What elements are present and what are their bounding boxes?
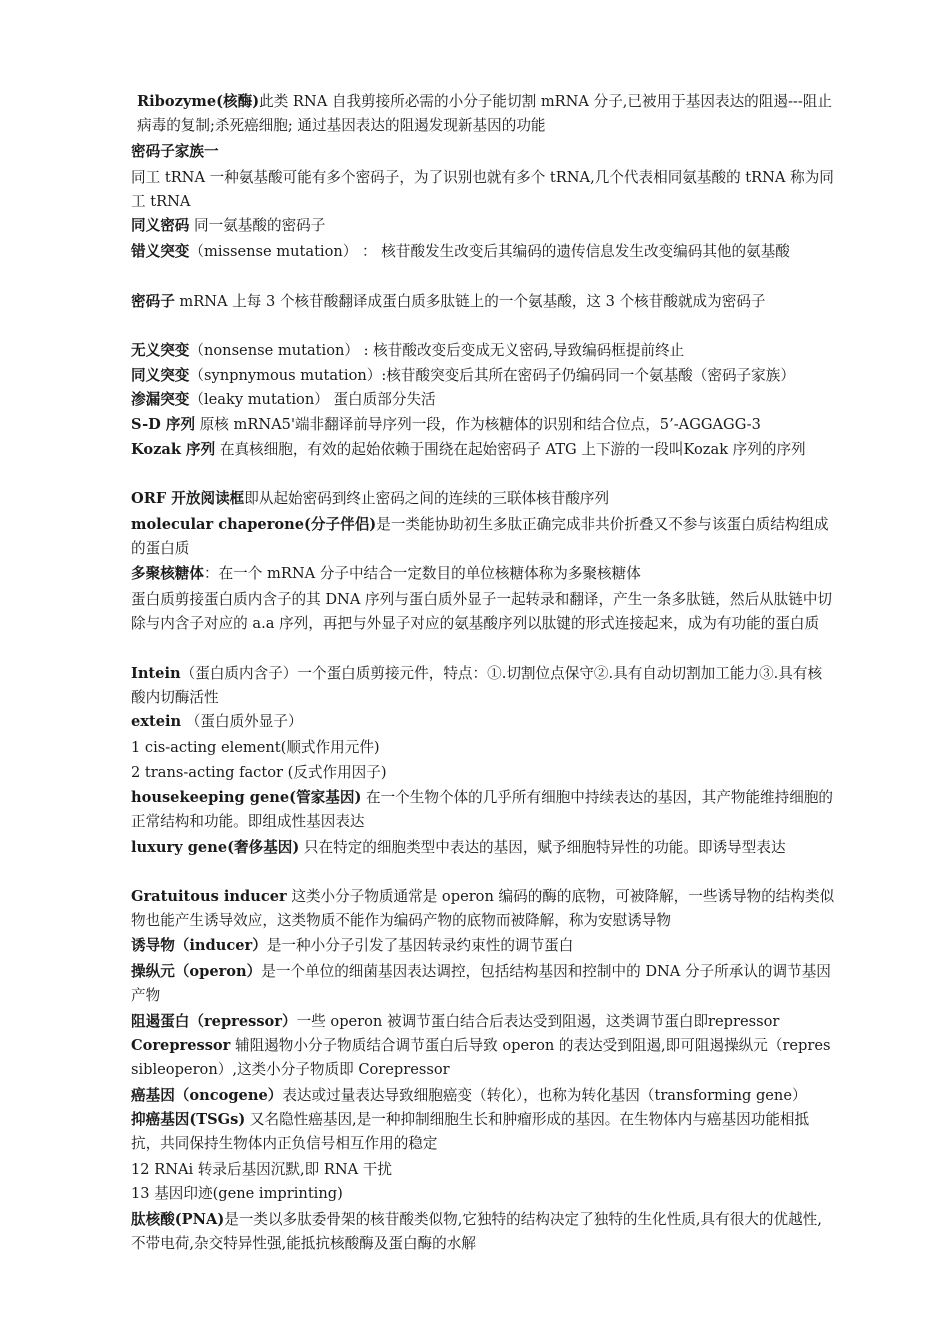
entry-missense-mutation [131,240,836,264]
entry-body: 在真核细胞，有效的起始依赖于围绕在起始密码子 ATG 上下游的一段叫Kozak 序列的序列 [215,441,806,458]
entry-term: 错义突变 [131,243,190,260]
entry-term: ORF 开放阅读框 [131,490,245,507]
entry-term: Gratuitous inducer [131,888,287,905]
entry-gratuitous-inducer [131,885,836,933]
entry-body: 表达或过量表达导致细胞癌变（转化），也称为转化基因（transforming gene） [282,1087,807,1104]
entry-pna [131,1208,836,1256]
entry-housekeeping-gene [131,786,836,834]
entry-term: 密码子家族一 [131,143,219,160]
entry-protein-splicing [131,588,836,636]
entry-body: 即从起始密码到终止密码之间的连续的三联体核苷酸序列 [244,490,610,507]
entry-term: S-D 序列 [131,416,196,433]
entry-isoacceptor-trna [131,166,836,214]
entry-sd-sequence [131,413,836,437]
entry-synonymous-codon [131,214,836,238]
entry-body: 12 RNAi 转录后基因沉默,即 RNA 干扰 [131,1161,392,1178]
entry-term: luxury gene(奢侈基因) [131,839,300,856]
entry-body: mRNA 上每 3 个核苷酸翻译成蛋白质多肽链上的一个氨基酸，这 3 个核苷酸就成为密码子 [174,293,766,310]
entry-term: 操纵元（operon） [131,963,262,980]
entry-term: housekeeping gene(管家基因) [131,789,362,806]
entry-body: 是一种小分子引发了基因转录约束性的调节蛋白 [266,937,574,954]
entry-body: 是一个单位的细菌基因表达调控，包括结构基因和控制中的 DNA 分子所承认的调节基因产物 [131,963,831,1004]
entry-body: 一些 operon 被调节蛋白结合后表达受到阻遏，这类调节蛋白即repressor [296,1013,780,1030]
entry-term: 癌基因（oncogene） [131,1087,283,1104]
entry-corepressor [131,1034,836,1082]
entry-term: 同义突变 [131,367,190,384]
entry-gene-imprinting [131,1182,836,1206]
entry-inducer [131,934,836,958]
entry-rnai [131,1158,836,1182]
entry-term: 同义密码 [131,217,190,234]
entry-term: Ribozyme(核酶) [137,93,260,110]
entry-body: （蛋白质内含子）一个蛋白质剪接元件，特点：①.切割位点保守②.具有自动切割加工能力③.具有核酸内切酶活性 [131,665,823,706]
entry-kozak-sequence [131,438,836,462]
entry-luxury-gene [131,836,836,860]
entry-cis-acting-element [131,736,836,760]
entry-body: 此类 RNA 自我剪接所必需的小分子能切割 mRNA 分子,已被用于基因表达的阻遏---阻止病毒的复制;杀死癌细胞; 通过基因表达的阻遏发现新基因的功能 [137,93,832,134]
entry-body: （missense mutation） ： 核苷酸发生改变后其编码的遗传信息发生改变编码其他的氨基酸 [189,243,790,260]
entry-term: 诱导物（inducer） [131,937,267,954]
entry-trans-acting-factor [131,761,836,785]
entry-body: 只在特定的细胞类型中表达的基因，赋予细胞特异性的功能。即诱导型表达 [299,839,786,856]
entry-molecular-chaperone [131,513,836,561]
entry-repressor [131,1010,836,1034]
entry-term: 无义突变 [131,342,190,359]
entry-term: 肽核酸(PNA) [131,1211,225,1228]
entry-term: Kozak 序列 [131,441,216,458]
entry-synonymous-mutation [131,364,836,388]
entry-body: （synpnymous mutation）:核苷酸突变后其所在密码子仍编码同一个氨基酸（密码子家族） [189,367,795,384]
entry-operon [131,960,836,1008]
entry-body: ：在一个 mRNA 分子中结合一定数目的单位核糖体称为多聚核糖体 [203,565,641,582]
entry-term: 密码子 [131,293,175,310]
entry-ribozyme [131,90,842,138]
entry-term: 阻遏蛋白（repressor） [131,1013,297,1030]
entry-body: 蛋白质剪接蛋白质内含子的其 DNA 序列与蛋白质外显子一起转录和翻译，产生一条多肽链，然后从肽链中切除与内含子对应的 a.a 序列，再把与外显子对应的氨基酸序列以肽键的形式连接起来，成为有功能的蛋白质 [131,591,833,632]
entry-body: 2 trans-acting factor (反式作用因子) [131,764,387,781]
entry-intein [131,662,836,710]
entry-term: Intein [131,665,181,682]
entry-body: 在一个生物个体的几乎所有细胞中持续表达的基因，其产物能维持细胞的正常结构和功能。即组成性基因表达 [131,789,834,830]
entry-codon-family [131,140,836,164]
entry-polysome [131,562,836,586]
entry-orf [131,487,836,511]
entry-leaky-mutation [131,388,836,412]
entry-term: 抑癌基因(TSGs) [131,1111,246,1128]
entry-body: （蛋白质外显子） [181,713,303,730]
entry-term: 多聚核糖体 [131,565,204,582]
entry-body: 又名隐性癌基因,是一种抑制细胞生长和肿瘤形成的基因。在生物体内与癌基因功能相抵抗，共同保持生物体内正负信号相互作用的稳定 [131,1111,810,1152]
entry-codon [131,290,836,314]
entry-tumor-suppressor-gene [131,1108,836,1156]
entry-term: 渗漏突变 [131,391,190,408]
entry-extein [131,710,836,734]
entry-body: 13 基因印迹(gene imprinting) [131,1185,343,1202]
entry-body: 1 cis-acting element(顺式作用元件) [131,739,380,756]
entry-term: extein [131,713,182,730]
entry-body: 同工 tRNA 一种氨基酸可能有多个密码子，为了识别也就有多个 tRNA,几个代表相同氨基酸的 tRNA 称为同工 tRNA [131,169,834,210]
entry-body: 是一类以多肽委骨架的核苷酸类似物,它独特的结构决定了独特的生化性质,具有很大的优越性,不带电荷,杂交特异性强,能抵抗核酸酶及蛋白酶的水解 [131,1211,822,1252]
entry-body: （leaky mutation） 蛋白质部分失活 [189,391,436,408]
entry-body: 辅阻遏物小分子物质结合调节蛋白后导致 operon 的表达受到阻遏,即可阻遏操纵元（repressibleoperon）,这类小分子物质即 Corepressor [131,1037,831,1078]
entry-body: （nonsense mutation） : 核苷酸改变后变成无义密码,导致编码框提前终止 [189,342,685,359]
entry-term: molecular chaperone(分子伴侣) [131,516,377,533]
entry-nonsense-mutation [131,339,836,363]
entry-oncogene [131,1084,836,1108]
entry-body: 是一类能协助初生多肽正确完成非共价折叠又不参与该蛋白质结构组成的蛋白质 [131,516,829,557]
entry-term: Corepressor [131,1037,231,1054]
entry-body: 同一氨基酸的密码子 [189,217,326,234]
entry-body: 原核 mRNA5'端非翻译前导序列一段，作为核糖体的识别和结合位点，5’-AGGAGG-3 [195,416,761,433]
entry-body: 这类小分子物质通常是 operon 编码的酶的底物，可被降解，一些诱导物的结构类似物也能产生诱导效应，这类物质不能作为编码产物的底物而被降解，称为安慰诱导物 [131,888,835,929]
